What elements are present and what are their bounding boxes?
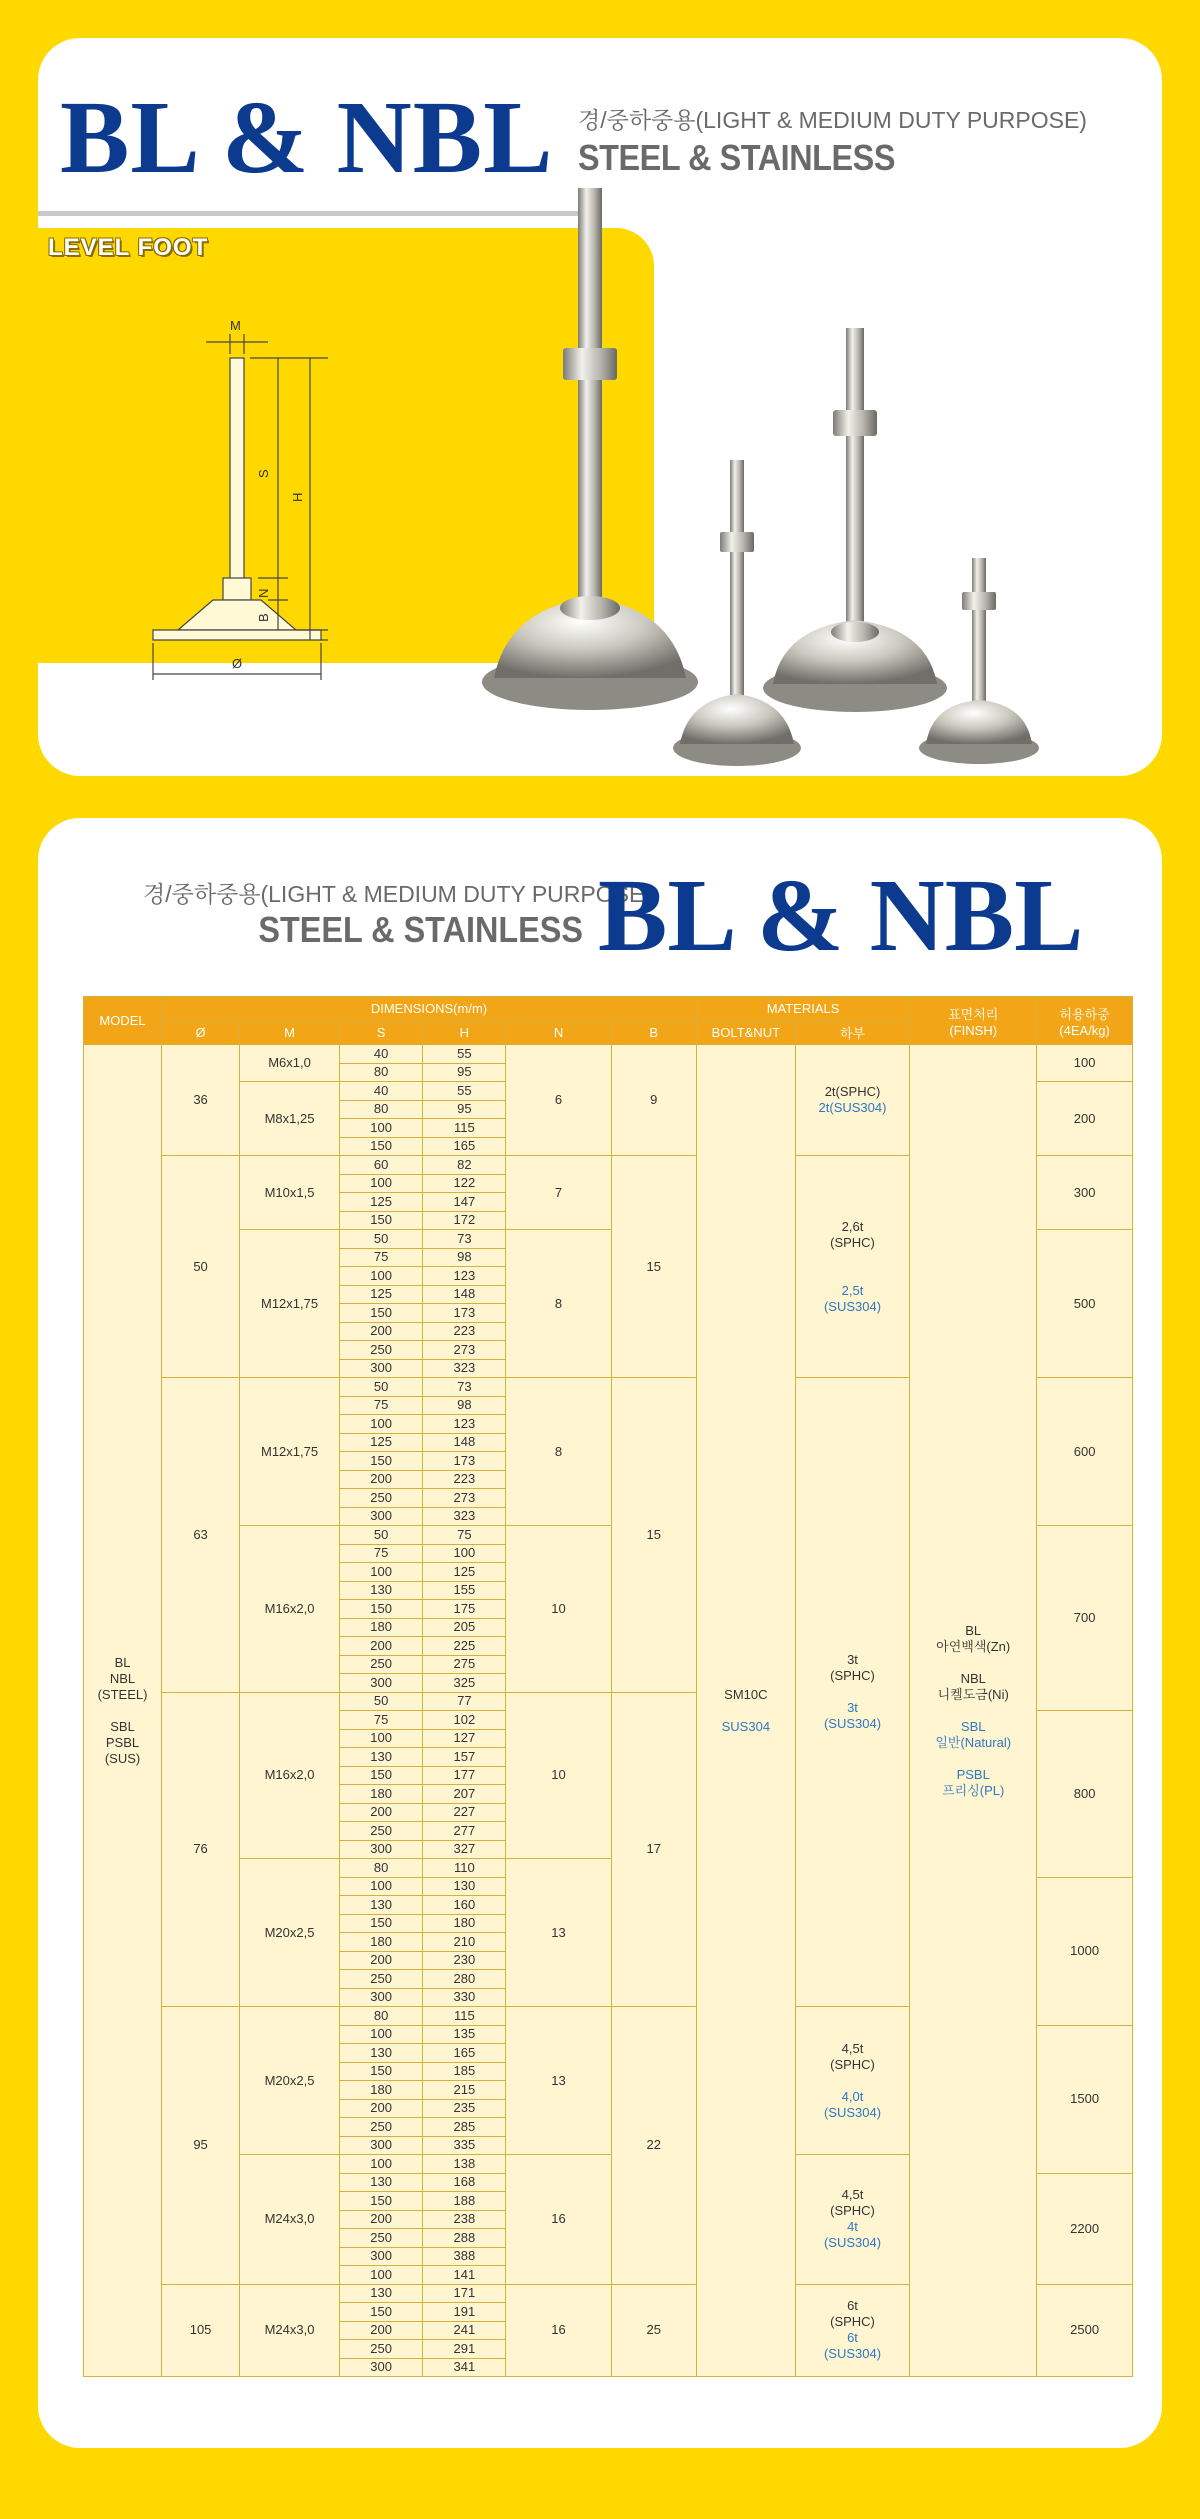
- s-cell: 180: [339, 2081, 422, 2100]
- base-material-cell: [795, 1156, 909, 1378]
- table-row: [84, 1045, 1133, 1064]
- model-line: BL: [114, 1654, 131, 1670]
- base-material-line: 2t(SUS304): [818, 1100, 887, 1115]
- model-line: SBL: [110, 1718, 135, 1734]
- dia-cell: 95: [162, 2007, 240, 2285]
- base-material-cell: [795, 1045, 909, 1156]
- s-cell: 100: [339, 1563, 422, 1582]
- base-material-cell: [795, 2284, 909, 2377]
- h-cell: 215: [423, 2081, 506, 2100]
- h-cell: 341: [423, 2358, 506, 2377]
- base-material-line: 3t: [847, 1700, 858, 1715]
- h-cell: 388: [423, 2247, 506, 2266]
- dia-cell: 50: [162, 1156, 240, 1378]
- dia-cell: 76: [162, 1692, 240, 2007]
- base-material-line: (SPHC): [830, 2203, 875, 2219]
- base-material-line: (SPHC): [830, 1668, 875, 1683]
- h-cell: 223: [423, 1470, 506, 1489]
- n-cell: 8: [506, 1230, 611, 1378]
- h-cell: 273: [423, 1489, 506, 1508]
- h-cell: 148: [423, 1433, 506, 1452]
- thread-cell: M16x2,0: [240, 1526, 340, 1693]
- h-cell: 191: [423, 2303, 506, 2322]
- s-cell: 150: [339, 2062, 422, 2081]
- label-n: N: [256, 588, 271, 598]
- thread-cell: M8x1,25: [240, 1082, 340, 1156]
- thread-cell: M6x1,0: [240, 1045, 340, 1082]
- s-cell: 50: [339, 1692, 422, 1711]
- bolt-nut-steel: SM10C: [724, 1686, 768, 1702]
- base-material-line: 2,5t: [841, 1282, 864, 1298]
- s-cell: 200: [339, 1322, 422, 1341]
- load-cell: 300: [1037, 1156, 1133, 1230]
- n-cell: 10: [506, 1526, 611, 1693]
- s-cell: 150: [339, 2192, 422, 2211]
- h-cell: 230: [423, 1951, 506, 1970]
- s-cell: 200: [339, 1803, 422, 1822]
- header-h: H: [423, 1021, 506, 1045]
- base-material-line: 4,5t: [841, 2040, 864, 2056]
- s-cell: 300: [339, 1840, 422, 1859]
- h-cell: 325: [423, 1674, 506, 1693]
- base-material-line: 6t: [847, 2298, 858, 2314]
- s-cell: 80: [339, 1063, 422, 1082]
- header-load-top: 허용하중: [1059, 1006, 1110, 1022]
- s-cell: 250: [339, 1341, 422, 1360]
- load-cell: 2200: [1037, 2173, 1133, 2284]
- s-cell: 75: [339, 1248, 422, 1267]
- s-cell: 130: [339, 1581, 422, 1600]
- s-cell: 100: [339, 2025, 422, 2044]
- s-cell: 100: [339, 1415, 422, 1434]
- header-base: 하부: [795, 1021, 909, 1045]
- s-cell: 100: [339, 1729, 422, 1748]
- b-cell: 9: [611, 1045, 696, 1156]
- spec-table-body: [84, 1045, 1133, 2377]
- s-cell: 100: [339, 1119, 422, 1138]
- h-cell: 323: [423, 1507, 506, 1526]
- s-cell: 300: [339, 2247, 422, 2266]
- header-materials: MATERIALS: [696, 997, 909, 1021]
- model-line: (SUS): [104, 1750, 141, 1766]
- s-cell: 200: [339, 1470, 422, 1489]
- model-line: (STEEL): [97, 1686, 148, 1702]
- base-material-cell: [795, 2007, 909, 2155]
- finish-line: [910, 1751, 1036, 1767]
- s-cell: 150: [339, 1452, 422, 1471]
- s-cell: 150: [339, 1304, 422, 1323]
- h-cell: 207: [423, 1785, 506, 1804]
- header-b: B: [611, 1021, 696, 1045]
- header-m: M: [240, 1021, 340, 1045]
- s-cell: 40: [339, 1045, 422, 1064]
- base-material-line: (SUS304): [823, 2235, 882, 2251]
- h-cell: 223: [423, 1322, 506, 1341]
- model-cell: [84, 1045, 162, 2377]
- thread-cell: M12x1,75: [240, 1230, 340, 1378]
- h-cell: 148: [423, 1285, 506, 1304]
- base-material-line: (SUS304): [823, 1716, 882, 1731]
- finish-line: BL: [965, 1622, 982, 1638]
- h-cell: 100: [423, 1544, 506, 1563]
- label-diameter: Ø: [232, 656, 243, 671]
- h-cell: 155: [423, 1581, 506, 1600]
- n-cell: 13: [506, 2007, 611, 2155]
- base-material-line: (SUS304): [823, 2104, 882, 2120]
- s-cell: 200: [339, 2321, 422, 2340]
- header-dia: Ø: [162, 1021, 240, 1045]
- base-material-line: 2,6t: [841, 1218, 864, 1234]
- s-cell: 200: [339, 1951, 422, 1970]
- s-cell: 150: [339, 1766, 422, 1785]
- top-panel: [38, 38, 1162, 776]
- s-cell: 75: [339, 1544, 422, 1563]
- h-cell: 171: [423, 2284, 506, 2303]
- h-cell: 173: [423, 1452, 506, 1471]
- h-cell: 235: [423, 2099, 506, 2118]
- h-cell: 165: [423, 1137, 506, 1156]
- s-cell: 180: [339, 1618, 422, 1637]
- h-cell: 168: [423, 2173, 506, 2192]
- s-cell: 100: [339, 1174, 422, 1193]
- h-cell: 277: [423, 1822, 506, 1841]
- s-cell: 60: [339, 1156, 422, 1175]
- load-cell: 1500: [1037, 2025, 1133, 2173]
- header-finish: [910, 997, 1037, 1045]
- h-cell: 95: [423, 1063, 506, 1082]
- s-cell: 130: [339, 2284, 422, 2303]
- foot-large: [482, 188, 698, 710]
- header-load: [1037, 997, 1133, 1045]
- h-cell: 82: [423, 1156, 506, 1175]
- h-cell: 173: [423, 1304, 506, 1323]
- subtitle-material: STEEL & STAINLESS: [578, 137, 896, 178]
- h-cell: 141: [423, 2266, 506, 2285]
- finish-line: NBL: [960, 1670, 986, 1686]
- s-cell: 80: [339, 1100, 422, 1119]
- h-cell: 123: [423, 1267, 506, 1286]
- n-cell: 7: [506, 1156, 611, 1230]
- s-cell: 130: [339, 1896, 422, 1915]
- label-m: M: [230, 318, 241, 333]
- h-cell: 288: [423, 2229, 506, 2248]
- finish-line: 니켈도금(Ni): [937, 1686, 1009, 1702]
- base-material-line: [796, 1684, 909, 1700]
- base-material-cell: [795, 2155, 909, 2285]
- h-cell: 225: [423, 1637, 506, 1656]
- s-cell: 100: [339, 1267, 422, 1286]
- base-material-cell: [795, 1378, 909, 2007]
- h-cell: 165: [423, 2044, 506, 2063]
- s-cell: 125: [339, 1193, 422, 1212]
- model-line: [84, 1703, 161, 1719]
- s-cell: 250: [339, 1822, 422, 1841]
- h-cell: 138: [423, 2155, 506, 2174]
- subtitle-material-2: STEEL & STAINLESS: [258, 909, 583, 950]
- n-cell: 8: [506, 1378, 611, 1526]
- foot-small-right: [919, 558, 1039, 764]
- h-cell: 177: [423, 1766, 506, 1785]
- h-cell: 323: [423, 1359, 506, 1378]
- h-cell: 238: [423, 2210, 506, 2229]
- h-cell: 160: [423, 1896, 506, 1915]
- h-cell: 241: [423, 2321, 506, 2340]
- h-cell: 280: [423, 1970, 506, 1989]
- base-material-line: (SPHC): [830, 2314, 875, 2330]
- h-cell: 115: [423, 1119, 506, 1138]
- base-material-line: (SUS304): [823, 1298, 882, 1314]
- label-b: B: [256, 613, 271, 622]
- s-cell: 130: [339, 1748, 422, 1767]
- bolt-nut-cell: [696, 1045, 795, 2377]
- product-photo: [438, 188, 1068, 776]
- h-cell: 135: [423, 2025, 506, 2044]
- thread-cell: M20x2,5: [240, 1859, 340, 2007]
- dia-cell: 105: [162, 2284, 240, 2377]
- header-bolt-nut: BOLT&NUT: [696, 1021, 795, 1045]
- s-cell: 150: [339, 1600, 422, 1619]
- s-cell: 250: [339, 1655, 422, 1674]
- finish-line: PSBL: [956, 1766, 990, 1782]
- header-s: S: [339, 1021, 422, 1045]
- thread-cell: M16x2,0: [240, 1692, 340, 1859]
- s-cell: 300: [339, 2136, 422, 2155]
- load-cell: 200: [1037, 1082, 1133, 1156]
- header-model: MODEL: [84, 997, 162, 1045]
- base-material-line: [796, 1267, 909, 1283]
- page-title-2: BL & NBL: [598, 858, 1084, 973]
- base-material-line: (SPHC): [830, 1234, 875, 1250]
- s-cell: 300: [339, 1359, 422, 1378]
- subtitle-duty: 경/중하중용(LIGHT & MEDIUM DUTY PURPOSE): [578, 107, 1087, 133]
- h-cell: 147: [423, 1193, 506, 1212]
- load-cell: 1000: [1037, 1877, 1133, 2025]
- thread-cell: M24x3,0: [240, 2284, 340, 2377]
- s-cell: 250: [339, 2340, 422, 2359]
- s-cell: 125: [339, 1285, 422, 1304]
- spec-panel: [38, 818, 1162, 2448]
- n-cell: 16: [506, 2155, 611, 2285]
- h-cell: 122: [423, 1174, 506, 1193]
- h-cell: 123: [423, 1415, 506, 1434]
- h-cell: 98: [423, 1396, 506, 1415]
- base-material-line: [796, 1251, 909, 1267]
- s-cell: 250: [339, 1489, 422, 1508]
- h-cell: 77: [423, 1692, 506, 1711]
- s-cell: 100: [339, 1877, 422, 1896]
- h-cell: 205: [423, 1618, 506, 1637]
- header-n: N: [506, 1021, 611, 1045]
- base-material-line: 4,0t: [841, 2088, 864, 2104]
- spec-table: [83, 996, 1133, 2377]
- h-cell: 172: [423, 1211, 506, 1230]
- h-cell: 110: [423, 1859, 506, 1878]
- n-cell: 13: [506, 1859, 611, 2007]
- finish-line: [910, 1655, 1036, 1671]
- dia-cell: 36: [162, 1045, 240, 1156]
- b-cell: 15: [611, 1378, 696, 1693]
- label-s: S: [256, 469, 271, 478]
- finish-cell: [910, 1045, 1037, 2377]
- finish-line: 아연백색(Zn): [936, 1638, 1011, 1654]
- thread-cell: M10x1,5: [240, 1156, 340, 1230]
- h-cell: 175: [423, 1600, 506, 1619]
- base-material-line: (SUS304): [823, 2346, 882, 2362]
- h-cell: 273: [423, 1341, 506, 1360]
- s-cell: 150: [339, 1211, 422, 1230]
- s-cell: 150: [339, 1137, 422, 1156]
- base-material-line: 2t(SPHC): [824, 1084, 881, 1099]
- s-cell: 250: [339, 2229, 422, 2248]
- load-cell: 800: [1037, 1711, 1133, 1878]
- b-cell: 17: [611, 1692, 696, 2007]
- s-cell: 150: [339, 2303, 422, 2322]
- h-cell: 180: [423, 1914, 506, 1933]
- load-cell: 700: [1037, 1526, 1133, 1711]
- finish-line: 일반(Natural): [935, 1734, 1012, 1750]
- s-cell: 300: [339, 1507, 422, 1526]
- h-cell: 188: [423, 2192, 506, 2211]
- b-cell: 25: [611, 2284, 696, 2377]
- s-cell: 75: [339, 1711, 422, 1730]
- base-material-line: 4t: [847, 2219, 858, 2235]
- h-cell: 115: [423, 2007, 506, 2026]
- header-dimensions: DIMENSIONS(m/m): [162, 997, 697, 1021]
- b-cell: 22: [611, 2007, 696, 2285]
- thread-cell: M20x2,5: [240, 2007, 340, 2155]
- s-cell: 125: [339, 1433, 422, 1452]
- s-cell: 50: [339, 1378, 422, 1397]
- model-line: PSBL: [105, 1734, 140, 1750]
- s-cell: 40: [339, 1082, 422, 1101]
- header-finish-bottom: (FINSH): [949, 1022, 998, 1038]
- h-cell: 185: [423, 2062, 506, 2081]
- thread-cell: M12x1,75: [240, 1378, 340, 1526]
- base-material-line: [796, 2073, 909, 2089]
- base-material-line: 3t: [847, 1652, 858, 1667]
- base-material-line: (SPHC): [830, 2056, 875, 2072]
- spacer: [697, 1703, 795, 1719]
- subtitle-block-2: [143, 876, 652, 951]
- s-cell: 250: [339, 2118, 422, 2137]
- h-cell: 130: [423, 1877, 506, 1896]
- s-cell: 100: [339, 2266, 422, 2285]
- h-cell: 275: [423, 1655, 506, 1674]
- s-cell: 180: [339, 1785, 422, 1804]
- finish-line: [910, 1703, 1036, 1719]
- base-material-line: 6t: [847, 2330, 858, 2346]
- finish-line: SBL: [960, 1718, 986, 1734]
- s-cell: 50: [339, 1230, 422, 1249]
- s-cell: 200: [339, 1637, 422, 1656]
- h-cell: 73: [423, 1230, 506, 1249]
- h-cell: 285: [423, 2118, 506, 2137]
- h-cell: 55: [423, 1082, 506, 1101]
- s-cell: 80: [339, 1859, 422, 1878]
- load-cell: 100: [1037, 1045, 1133, 1082]
- b-cell: 15: [611, 1156, 696, 1378]
- h-cell: 125: [423, 1563, 506, 1582]
- h-cell: 102: [423, 1711, 506, 1730]
- h-cell: 335: [423, 2136, 506, 2155]
- s-cell: 300: [339, 1674, 422, 1693]
- h-cell: 98: [423, 1248, 506, 1267]
- h-cell: 327: [423, 1840, 506, 1859]
- n-cell: 6: [506, 1045, 611, 1156]
- section-label: LEVEL FOOT: [48, 234, 209, 261]
- base-material-line: 4,5t: [841, 2187, 864, 2203]
- h-cell: 330: [423, 1988, 506, 2007]
- h-cell: 73: [423, 1378, 506, 1397]
- finish-line: 프리싱(PL): [942, 1782, 1005, 1798]
- s-cell: 300: [339, 1988, 422, 2007]
- h-cell: 127: [423, 1729, 506, 1748]
- s-cell: 150: [339, 1914, 422, 1933]
- s-cell: 50: [339, 1526, 422, 1545]
- subtitle-block: [578, 102, 1087, 179]
- model-line: NBL: [109, 1670, 136, 1686]
- subtitle-duty-2: 경/중하중용(LIGHT & MEDIUM DUTY PURPOSE): [143, 881, 652, 907]
- h-cell: 210: [423, 1933, 506, 1952]
- s-cell: 75: [339, 1396, 422, 1415]
- foot-medium: [763, 328, 947, 712]
- n-cell: 16: [506, 2284, 611, 2377]
- header-finish-top: 표면처리: [948, 1006, 999, 1022]
- s-cell: 250: [339, 1970, 422, 1989]
- s-cell: 300: [339, 2358, 422, 2377]
- h-cell: 227: [423, 1803, 506, 1822]
- s-cell: 100: [339, 2155, 422, 2174]
- dimension-diagram: [78, 278, 398, 698]
- n-cell: 10: [506, 1692, 611, 1859]
- h-cell: 291: [423, 2340, 506, 2359]
- load-cell: 500: [1037, 1230, 1133, 1378]
- s-cell: 130: [339, 2044, 422, 2063]
- load-cell: 600: [1037, 1378, 1133, 1526]
- bolt-nut-sus: SUS304: [721, 1718, 771, 1734]
- h-cell: 75: [423, 1526, 506, 1545]
- dia-cell: 63: [162, 1378, 240, 1693]
- s-cell: 130: [339, 2173, 422, 2192]
- label-h: H: [290, 492, 305, 502]
- thread-cell: M24x3,0: [240, 2155, 340, 2285]
- load-cell: 2500: [1037, 2284, 1133, 2377]
- s-cell: 80: [339, 2007, 422, 2026]
- h-cell: 55: [423, 1045, 506, 1064]
- h-cell: 157: [423, 1748, 506, 1767]
- h-cell: 95: [423, 1100, 506, 1119]
- foot-small-left: [673, 460, 801, 766]
- header-load-bottom: (4EA/kg): [1059, 1022, 1110, 1038]
- s-cell: 200: [339, 2210, 422, 2229]
- s-cell: 180: [339, 1933, 422, 1952]
- page-title: BL & NBL: [60, 80, 554, 195]
- s-cell: 200: [339, 2099, 422, 2118]
